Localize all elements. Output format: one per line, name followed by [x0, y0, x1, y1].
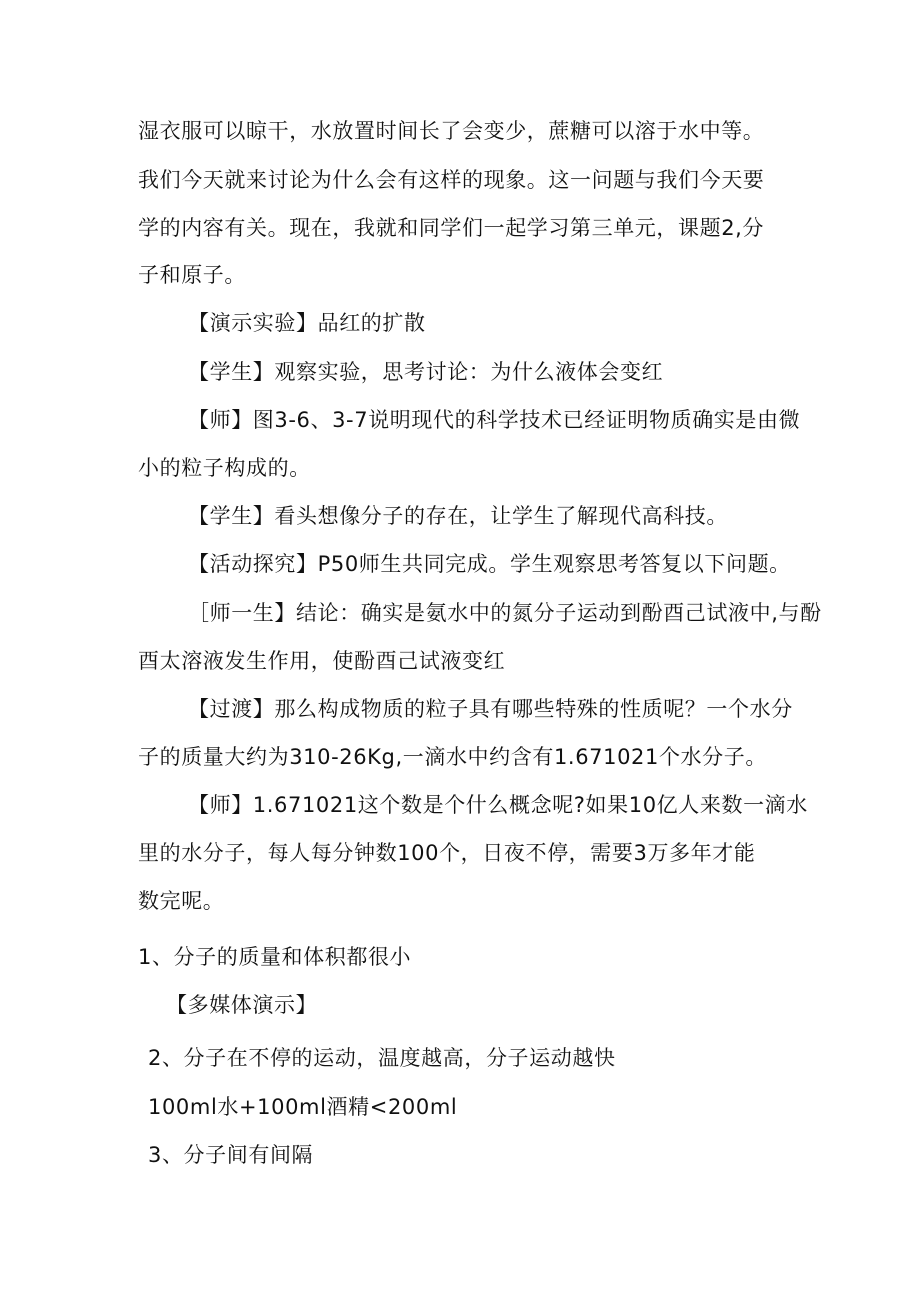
text-line-6: 【学生】观察实验，思考讨论：为什么液体会变红	[188, 360, 664, 384]
text-line-1: 湿衣服可以晾干，水放置时间长了会变少，蔗糖可以溶于水中等。	[138, 119, 765, 143]
text-line-21: 100ml水+100ml酒精<200ml	[148, 1095, 458, 1119]
text-line-12: 酉太溶液发生作用，使酚酉己试液变红	[138, 649, 506, 673]
text-line-14: 子的质量大约为310-26Kg,一滴水中约含有1.671021个水分子。	[138, 745, 767, 769]
text-line-20: 2、分子在不停的运动，温度越高，分子运动越快	[148, 1046, 616, 1070]
text-line-9: 【学生】看头想像分子的存在，让学生了解现代高科技。	[188, 504, 728, 528]
text-line-13: 【过渡】那么构成物质的粒子具有哪些特殊的性质呢？一个水分	[188, 697, 793, 721]
text-line-18: 1、分子的质量和体积都很小	[138, 945, 412, 969]
text-line-10: 【活动探究】P50师生共同完成。学生观察思考答复以下问题。	[188, 552, 791, 576]
text-line-16: 里的水分子，每人每分钟数100个，日夜不停，需要3万多年才能	[138, 841, 756, 865]
text-line-11: ［师一生】结论：确实是氨水中的氮分子运动到酚酉己试液中,与酚	[188, 601, 822, 625]
text-line-22: 3、分子间有间隔	[148, 1143, 314, 1167]
text-line-7: 【师】图3-6、3-7说明现代的科学技术已经证明物质确实是由微	[188, 408, 801, 432]
text-line-15: 【师】1.671021这个数是个什么概念呢?如果10亿人来数一滴水	[188, 793, 808, 817]
text-line-2: 我们今天就来讨论为什么会有这样的现象。这一问题与我们今天要	[138, 168, 765, 192]
text-line-8: 小的粒子构成的。	[138, 456, 311, 480]
text-line-5: 【演示实验】品红的扩散	[188, 311, 426, 335]
text-line-4: 子和原子。	[138, 263, 246, 287]
text-line-17: 数完呢。	[138, 889, 225, 913]
text-line-3: 学的内容有关。现在，我就和同学们一起学习第三单元，课题2,分	[138, 216, 765, 240]
text-line-19: 【多媒体演示】	[166, 993, 318, 1017]
